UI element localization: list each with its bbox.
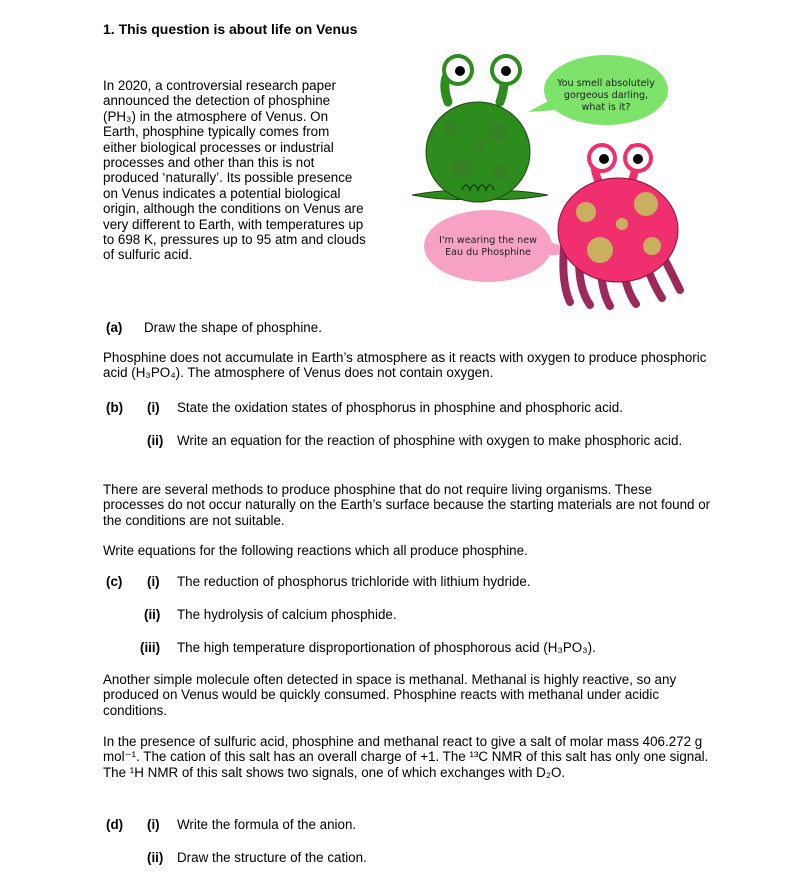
paragraph-salt: In the presence of sulfuric acid, phosphine and methanal react to give a salt of molar mass 406.272 g mol⁻¹. The cation of this salt has an overall charge of +1. The ¹³C NMR of this salt has only one signal. The ¹H NMR of this salt shows two signals, one of which exchanges with D₂O. xyxy=(103,734,709,780)
part-d-i-text: Write the formula of the anion. xyxy=(177,817,357,832)
green-alien xyxy=(412,54,548,202)
paragraph-methanal: Another simple molecule often detected in space is methanal. Methanal is highly reactive, so any produced on Venus would be quickly consumed. Phosphine reacts with methanal under acidic conditions. xyxy=(103,672,677,718)
pink-bubble-text: I'm wearing the new Eau du Phosphine xyxy=(439,235,537,258)
part-c-label: (c) xyxy=(106,574,123,589)
part-c-iii-text: The high temperature disproportionation of phosphorous acid (H₃PO₃). xyxy=(177,640,596,655)
part-c-i-text: The reduction of phosphorus trichloride with lithium hydride. xyxy=(177,574,531,589)
part-d-label: (d) xyxy=(106,817,124,832)
part-c-i-label: (i) xyxy=(147,574,160,589)
part-b-i-label: (i) xyxy=(147,400,160,415)
part-c-iii-label: (iii) xyxy=(140,640,161,655)
part-b-ii-label: (ii) xyxy=(147,433,164,448)
part-a-label: (a) xyxy=(106,320,123,335)
part-d-ii-label: (ii) xyxy=(147,850,164,865)
part-a-text: Draw the shape of phosphine. xyxy=(144,320,322,335)
part-b-i-text: State the oxidation states of phosphorus in phosphine and phosphoric acid. xyxy=(177,400,623,415)
paragraph-phosphoric-acid: Phosphine does not accumulate in Earth’s atmosphere as it reacts with oxygen to produce phosphoric acid (H₃PO₄). The atmosphere of Venus does not contain oxygen. xyxy=(103,350,707,381)
part-d-i-label: (i) xyxy=(147,817,160,832)
pink-alien xyxy=(558,143,680,306)
part-b-ii-text: Write an equation for the reaction of phosphine with oxygen to make phosphoric acid. xyxy=(177,433,683,448)
part-c-ii-text: The hydrolysis of calcium phosphide. xyxy=(177,607,397,622)
paragraph-write-equations: Write equations for the following reactions which all produce phosphine. xyxy=(103,543,528,558)
green-bubble-text: You smell absolutely gorgeous darling, what is it? xyxy=(557,78,655,113)
part-c-ii-label: (ii) xyxy=(144,607,161,622)
part-d-ii-text: Draw the structure of the cation. xyxy=(177,850,367,865)
paragraph-methods: There are several methods to produce phosphine that do not require living organisms. These processes do not occur naturally on the Earth’s surface because the starting materials are not found or the conditions are not suitable. xyxy=(103,482,711,528)
question-title: 1. This question is about life on Venus xyxy=(103,21,358,37)
intro-paragraph: In 2020, a controversial research paper announced the detection of phosphine (PH₃) in the atmosphere of Venus. On Earth, phosphine typically comes from either biological processes or industrial processes and other than this is not produced ‘naturally’. Its possible presence on Venus indicates a potential biological origin, although the conditions on Venus are very different to Earth, with temperatures up to 698 K, pressures up to 95 atm and clouds of sulfuric acid. xyxy=(103,78,366,263)
part-b-label: (b) xyxy=(106,400,124,415)
